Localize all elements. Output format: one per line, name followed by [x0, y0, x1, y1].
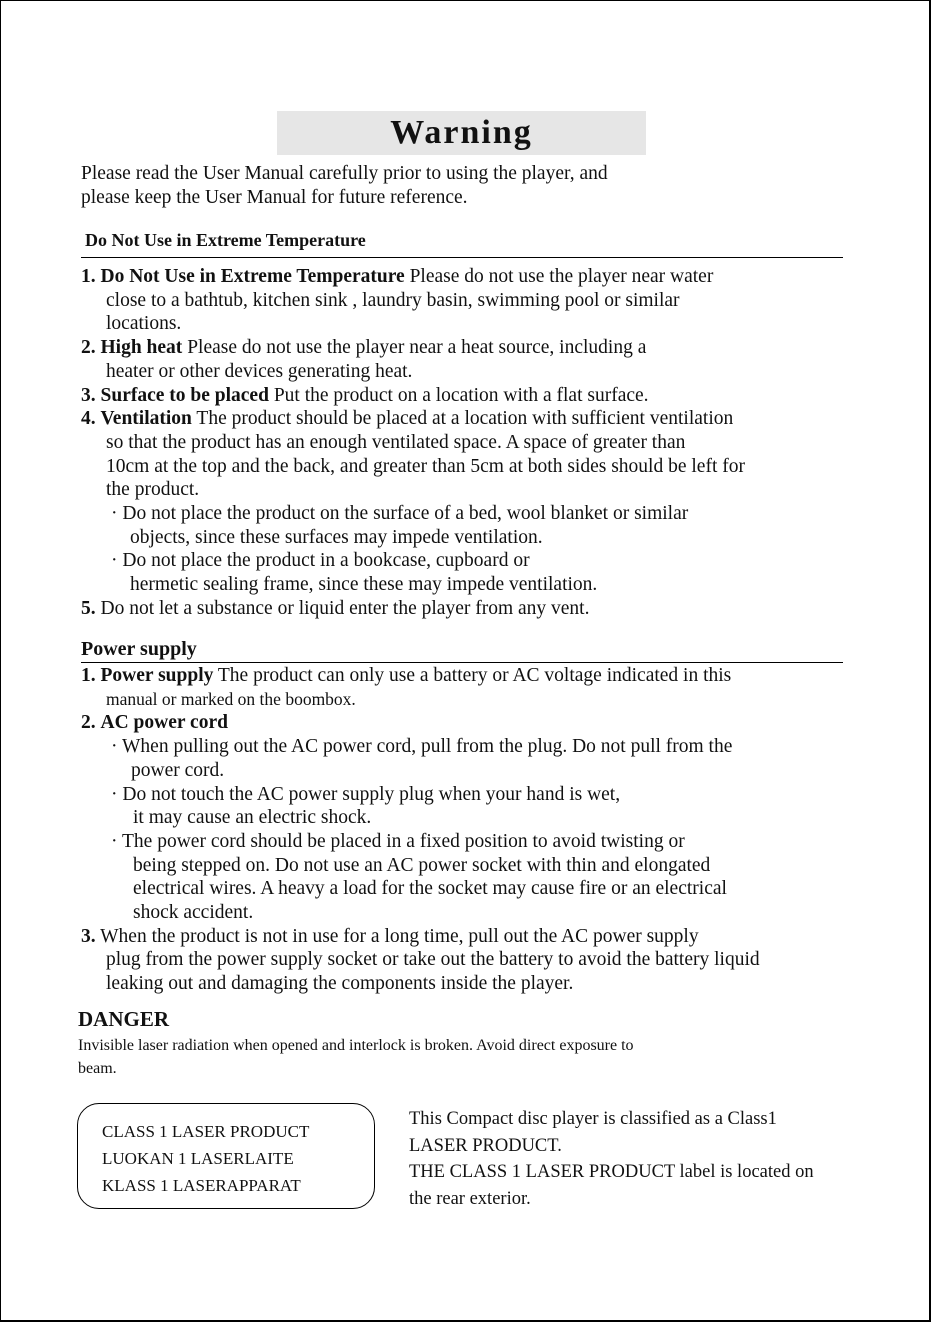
list-item	[81, 925, 851, 949]
list-item	[81, 597, 851, 621]
intro-line: please keep the User Manual for future reference.	[81, 187, 468, 208]
item-label: High heat	[100, 337, 183, 359]
item-text: Put the product on a location with a flat surface.	[268, 384, 649, 406]
bullet-continuation: being stepped on. Do not use an AC power socket with thin and elongated	[133, 854, 711, 876]
list-item	[81, 407, 851, 431]
item-text: Please do not use the player near water	[404, 266, 714, 287]
power-list	[81, 664, 851, 996]
bullet-continuation: it may cause an electric shock.	[133, 807, 372, 829]
laser-note-line: This Compact disc player is classified as a Class1	[409, 1109, 777, 1129]
item-number: 1.	[81, 266, 96, 287]
laser-label-line: CLASS 1 LASER PRODUCT	[102, 1122, 310, 1141]
item-continuation: heater or other devices generating heat.	[106, 360, 413, 382]
bullet-continuation: power cord.	[131, 759, 225, 781]
list-item	[81, 664, 851, 688]
section-heading-power: Power supply	[81, 637, 843, 663]
item-text: The product should be placed at a location with sufficient ventilation	[191, 408, 734, 430]
item-continuation: 10cm at the top and the back, and greater than 5cm at both sides should be left for	[106, 455, 745, 477]
list-item	[81, 336, 851, 360]
item-text: The product can only use a battery or AC voltage indicated in this	[213, 665, 732, 686]
bullet-line: · When pulling out the AC power cord, pull from the plug. Do not pull from the	[111, 736, 733, 758]
danger-line: beam.	[78, 1060, 117, 1077]
bullet-line: · Do not place the product on the surface of a bed, wool blanket or similar	[111, 503, 689, 525]
list-item	[81, 384, 851, 408]
page-title: Warning	[277, 111, 646, 155]
item-text: When the product is not in use for a long time, pull out the AC power supply	[95, 925, 699, 947]
list-item	[81, 265, 851, 289]
laser-label-line: KLASS 1 LASERAPPARAT	[102, 1176, 301, 1195]
laser-note-line: THE CLASS 1 LASER PRODUCT label is located on	[409, 1162, 814, 1182]
item-label: AC power cord	[100, 712, 228, 734]
item-number: 3.	[81, 384, 96, 406]
item-continuation: plug from the power supply socket or take out the battery to avoid the battery liquid	[106, 949, 760, 971]
bullet-line: · Do not place the product in a bookcase, cupboard or	[111, 550, 530, 572]
item-number: 2.	[81, 712, 96, 734]
section-heading-temperature: Do Not Use in Extreme Temperature	[81, 229, 843, 258]
item-number: 4.	[81, 408, 96, 430]
laser-note	[409, 1106, 879, 1212]
item-label: Power supply	[100, 665, 214, 686]
item-continuation: close to a bathtub, kitchen sink , laundry basin, swimming pool or similar	[106, 289, 680, 311]
bullet-line: · Do not touch the AC power supply plug when your hand is wet,	[111, 783, 621, 805]
item-number: 2.	[81, 337, 96, 359]
temperature-list	[81, 265, 851, 621]
bullet-continuation: electrical wires. A heavy a load for the socket may cause fire or an electrical	[133, 878, 727, 900]
laser-class-label	[77, 1103, 375, 1209]
danger-text	[78, 1034, 778, 1080]
list-item	[81, 711, 851, 735]
item-continuation: so that the product has an enough ventilated space. A space of greater than	[106, 431, 686, 453]
item-label: Do Not Use in Extreme Temperature	[100, 266, 405, 287]
bullet-continuation: objects, since these surfaces may impede ventilation.	[130, 526, 543, 548]
item-continuation: manual or marked on the boombox.	[106, 688, 356, 709]
intro-paragraph	[81, 162, 841, 210]
item-text: Please do not use the player near a heat source, including a	[182, 337, 647, 359]
item-label: Surface to be placed	[100, 384, 269, 406]
item-text: Do not let a substance or liquid enter the player from any vent.	[95, 597, 590, 619]
intro-line: Please read the User Manual carefully prior to using the player, and	[81, 163, 608, 184]
danger-heading: DANGER	[78, 1007, 170, 1031]
item-continuation: leaking out and damaging the components inside the player.	[106, 973, 574, 995]
item-continuation: locations.	[106, 313, 182, 335]
laser-note-line: LASER PRODUCT.	[409, 1135, 562, 1156]
bullet-continuation: hermetic sealing frame, since these may impede ventilation.	[130, 574, 598, 596]
bullet-line: · The power cord should be placed in a fixed position to avoid twisting or	[111, 830, 685, 852]
laser-note-line: the rear exterior.	[409, 1188, 531, 1209]
item-number: 3.	[81, 925, 96, 947]
danger-line: Invisible laser radiation when opened and interlock is broken. Avoid direct exposure to	[78, 1037, 634, 1054]
item-number: 1.	[81, 665, 96, 686]
item-number: 5.	[81, 597, 96, 619]
laser-label-line: LUOKAN 1 LASERLAITE	[102, 1149, 294, 1168]
item-continuation: the product.	[106, 479, 200, 501]
bullet-continuation: shock accident.	[133, 902, 254, 924]
item-label: Ventilation	[100, 408, 192, 430]
